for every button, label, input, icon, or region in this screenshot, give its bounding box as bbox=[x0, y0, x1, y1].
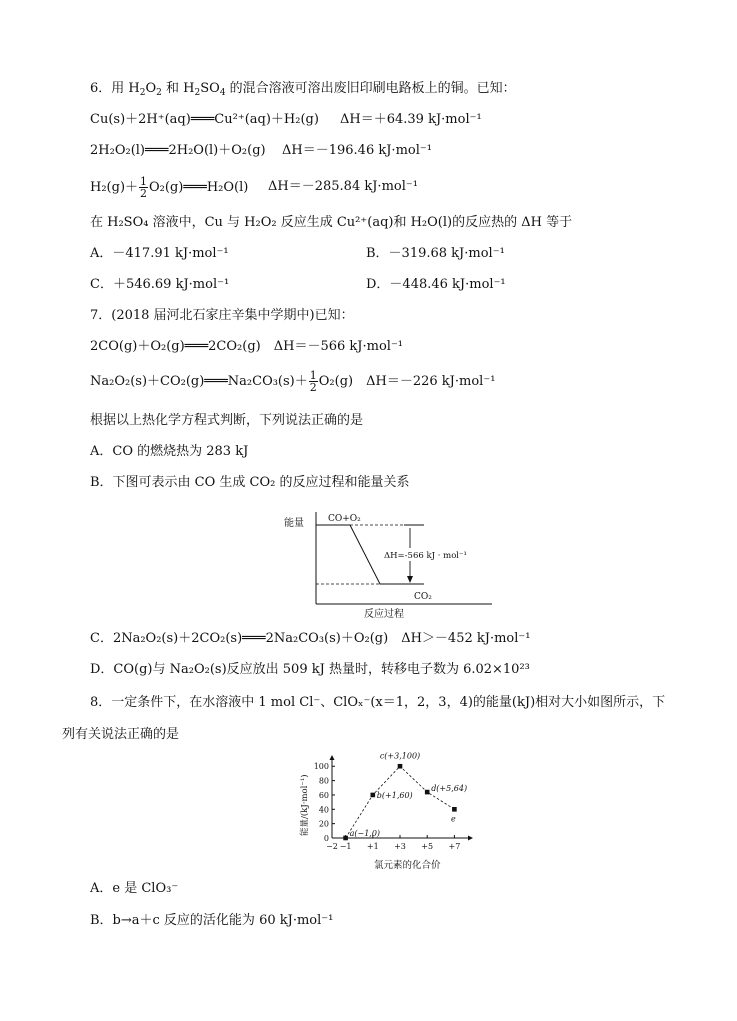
q7-option-a[interactable]: A．CO 的燃烧热为 283 kJ bbox=[90, 444, 249, 459]
chart-ylabel: 能量/(kJ·mol⁻¹) bbox=[300, 774, 310, 836]
q7-equation-1: 2CO(g)＋O₂(g)═══2CO₂(g) ΔH＝－566 kJ·mol⁻¹ bbox=[90, 339, 404, 354]
chart-x-tick-label: +1 bbox=[366, 842, 379, 851]
chart-point-d bbox=[425, 790, 430, 795]
chart-y-tick-label: 60 bbox=[318, 790, 329, 800]
chart-point-c bbox=[398, 764, 403, 769]
chart-y-tick-label: 80 bbox=[318, 776, 329, 786]
chart-point-label-d: d(+5,64) bbox=[431, 784, 468, 794]
chart-series-line bbox=[346, 766, 455, 838]
q6-equation-2-dh: ΔH＝－196.46 kJ·mol⁻¹ bbox=[282, 143, 432, 158]
energy-diagram-ylabel: 能量 bbox=[284, 518, 304, 529]
q6-equation-2: 2H₂O₂(l)═══2H₂O(l)＋O₂(g) bbox=[90, 143, 266, 158]
chart-point-label-e: e bbox=[451, 814, 456, 824]
chart-x-tick-label: +5 bbox=[421, 842, 434, 851]
chart-point-a bbox=[343, 836, 348, 841]
q7-question: 根据以上热化学方程式判断，下列说法正确的是 bbox=[90, 413, 364, 428]
q8-option-a[interactable]: A．e 是 ClO₃⁻ bbox=[90, 881, 179, 896]
chart-point-e bbox=[452, 807, 457, 812]
q7-stem: 7．(2018 届河北石家庄辛集中学期中)已知： bbox=[90, 308, 354, 323]
q6-option-b[interactable]: B．－319.68 kJ·mol⁻¹ bbox=[366, 246, 505, 261]
q6-option-d[interactable]: D．－448.46 kJ·mol⁻¹ bbox=[366, 277, 506, 292]
energy-diagram-dh-label: ΔH=-566 kJ · mol⁻¹ bbox=[384, 551, 467, 561]
q6-equation-1: Cu(s)＋2H⁺(aq)═══Cu²⁺(aq)＋H₂(g) bbox=[90, 112, 319, 127]
energy-diagram-xlabel: 反应过程 bbox=[364, 609, 404, 620]
q7-option-d[interactable]: D．CO(g)与 Na₂O₂(s)反应放出 509 kJ 热量时，转移电子数为 6.02×10²³ bbox=[90, 662, 530, 677]
chart-xlabel: 氯元素的化合价 bbox=[374, 860, 441, 871]
fraction-half: $\frac{1}{2}$ bbox=[309, 369, 317, 394]
q7-option-b[interactable]: B．下图可表示由 CO 生成 CO₂ 的反应过程和能量关系 bbox=[90, 475, 410, 490]
chart-y-tick-label: 100 bbox=[313, 762, 329, 772]
chart-y-tick-label: 40 bbox=[318, 805, 329, 815]
fraction-half: $\frac{1}{2}$ bbox=[140, 175, 148, 200]
q8-option-b[interactable]: B．b→a＋c 反应的活化能为 60 kJ·mol⁻¹ bbox=[90, 913, 334, 928]
chart-x-tick-label: −2 bbox=[326, 842, 338, 851]
energy-diagram-dh-arrowhead bbox=[407, 576, 413, 583]
q6-equation-3: H₂(g)＋ $\frac{1}{2}$ O₂(g)═══H₂O(l) bbox=[90, 175, 249, 200]
q6-stem: 6．用 $H_2O_2$ 和 $H_2SO_4$ 的混合溶液可溶出废旧印刷电路板上的铜。已知： bbox=[90, 81, 516, 98]
chart-y-tick-label: 0 bbox=[323, 834, 329, 843]
energy-diagram-bottom-label: CO₂ bbox=[414, 592, 432, 602]
q8-stem-line2: 列有关说法正确的是 bbox=[62, 727, 180, 742]
chart-x-tick-label: +3 bbox=[394, 842, 406, 851]
chart-y-tick-label: 20 bbox=[318, 819, 329, 829]
q7-equation-2: Na₂O₂(s)＋CO₂(g)═══Na₂CO₃(s)＋ $\frac{1}{2}$ O₂(g) ΔH＝－226 kJ·mol⁻¹ bbox=[90, 369, 496, 394]
q7-option-c[interactable]: C．2Na₂O₂(s)＋2CO₂(s)═══2Na₂CO₃(s)＋O₂(g) ΔH＞－452 kJ·mol⁻¹ bbox=[90, 631, 531, 646]
q6-option-a[interactable]: A．－417.91 kJ·mol⁻¹ bbox=[90, 246, 229, 261]
q6-option-c[interactable]: C．＋546.69 kJ·mol⁻¹ bbox=[90, 277, 230, 292]
energy-diagram bbox=[282, 508, 497, 620]
chart-point-label-c: c(+3,100) bbox=[379, 752, 421, 761]
q8-stem-line1: 8．一定条件下，在水溶液中 1 mol Cl⁻、ClOₓ⁻(x＝1，2，3，4)的能量(kJ)相对大小如图所示，下 bbox=[90, 695, 666, 710]
energy-chart bbox=[296, 752, 476, 872]
chart-x-axis-arrowhead bbox=[468, 836, 473, 841]
chart-x-tick-label: +7 bbox=[448, 842, 461, 851]
chart-x-tick-label: −1 bbox=[339, 842, 352, 851]
chart-point-label-a: a(−1,0) bbox=[349, 829, 381, 838]
energy-diagram-top-label: CO+O₂ bbox=[328, 514, 361, 524]
chart-y-axis-arrowhead bbox=[330, 755, 335, 760]
chart-point-b bbox=[371, 793, 376, 798]
q6-question: 在 H₂SO₄ 溶液中，Cu 与 H₂O₂ 反应生成 Cu²⁺(aq)和 H₂O(l)的反应热的 ΔH 等于 bbox=[90, 215, 573, 230]
q6-equation-3-dh: ΔH＝－285.84 kJ·mol⁻¹ bbox=[268, 179, 418, 194]
q6-equation-1-dh: ΔH＝＋64.39 kJ·mol⁻¹ bbox=[340, 112, 482, 127]
chart-point-label-b: b(+1,60) bbox=[376, 790, 413, 800]
